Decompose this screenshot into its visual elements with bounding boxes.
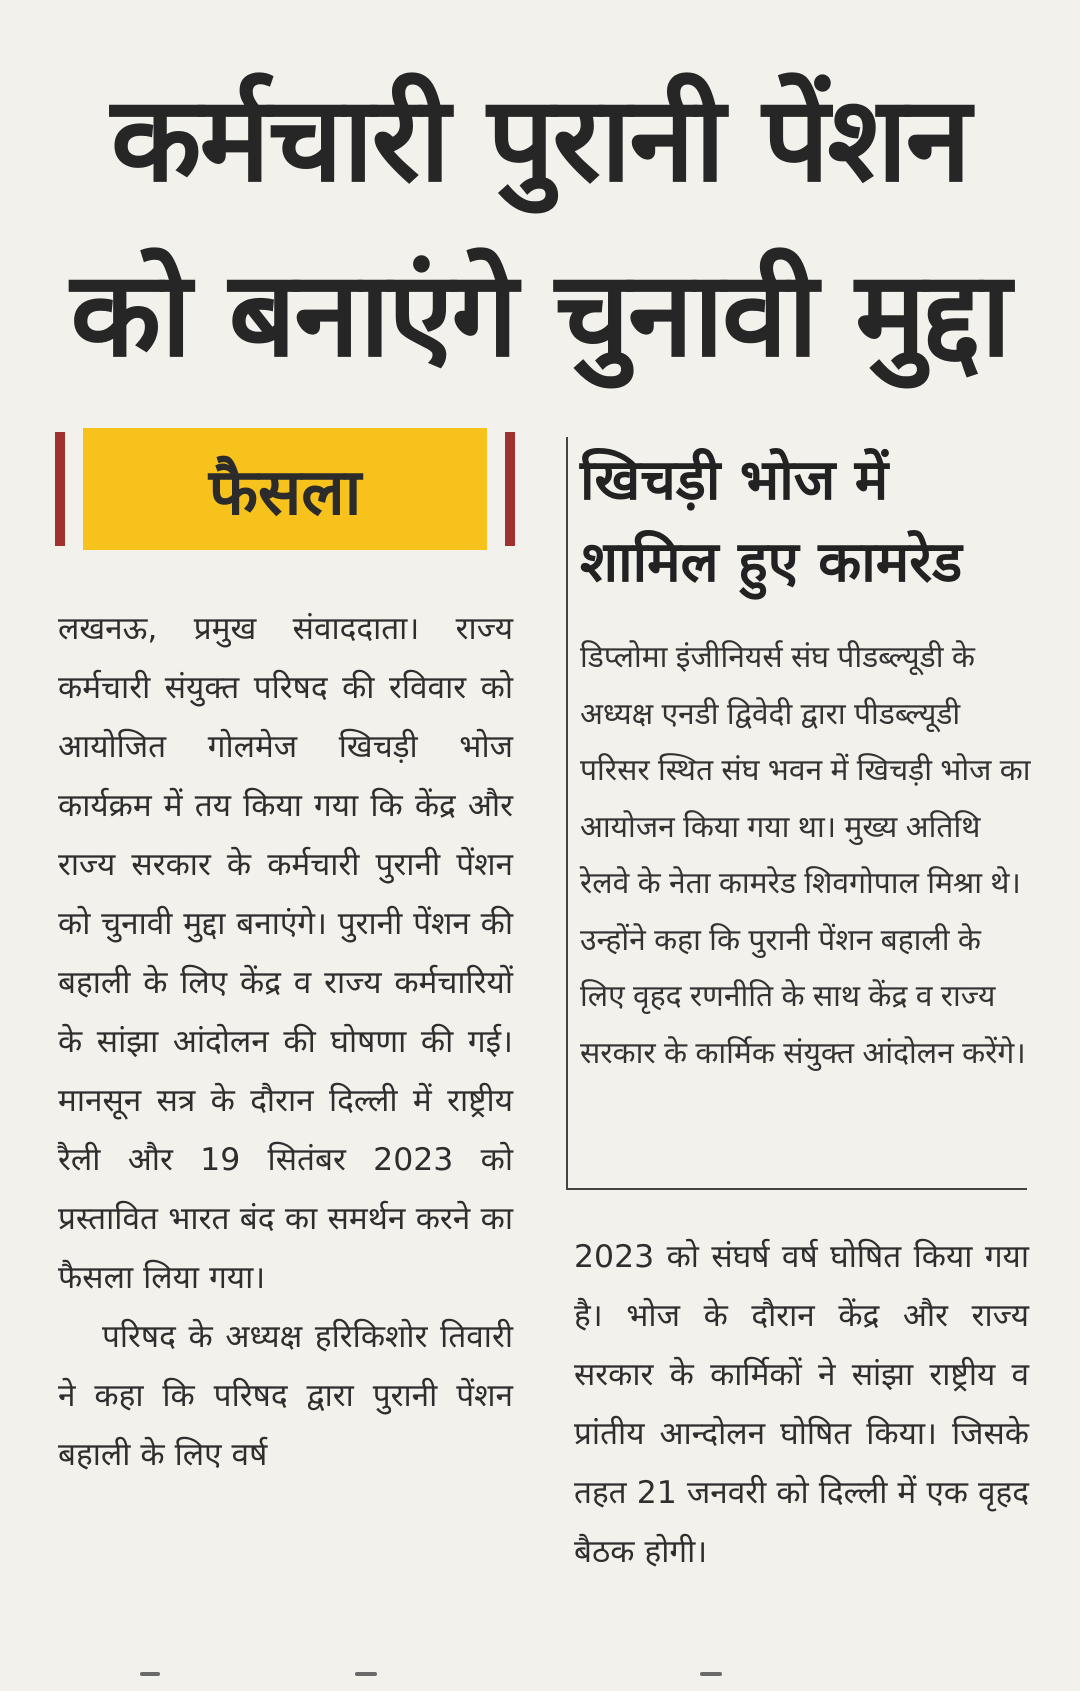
cutoff-text-mark: [700, 1672, 722, 1676]
section-label-box: [83, 428, 487, 550]
article-paragraph-1: लखनऊ, प्रमुख संवाददाता। राज्य कर्मचारी संयुक्त परिषद की रविवार को आयोजित गोलमेज खिचड़ी भोज कार्यक्रम में तय किया गया कि केंद्र और राज्य सरकार के कर्मचारी पुरानी पेंशन को चुनावी मुद्दा बनाएंगे। पुरानी पेंशन की बहाली के लिए केंद्र व राज्य कर्मचारियों के सांझा आंदोलन की घोषणा की गई। मानसून सत्र के दौरान दिल्ली में राष्ट्रीय रैली और 19 सितंबर 2023 को प्रस्तावित भारत बंद का समर्थन करने का फैसला लिया गया।: [58, 611, 513, 1296]
article-left-column: [58, 600, 513, 1485]
sidebar-paragraph: डिप्लोमा इंजीनियर्स संघ पीडब्ल्यूडी के अध्यक्ष एनडी द्विवेदी द्वारा पीडब्ल्यूडी परिसर स्थित संघ भवन में खिचड़ी भोज का आयोजन किया गया था। मुख्य अतिथि रेलवे के नेता कामरेड शिवगोपाल मिश्रा थे। उन्होंने कहा कि पुरानी पेंशन बहाली के लिए वृहद रणनीति के साथ केंद्र व राज्य सरकार के कार्मिक संयुक्त आंदोलन करेंगे।: [580, 641, 1031, 1070]
sidebar-headline-line-1: खिचड़ी भोज में: [580, 448, 889, 513]
label-right-bar: [505, 432, 515, 546]
article-right-column: [574, 1228, 1029, 1582]
headline-line-2: को बनाएंगे चुनावी मुद्दा: [70, 245, 1010, 383]
headline-line-1: कर्मचारी पुरानी पेंशन: [110, 70, 970, 208]
sidebar-body: [580, 630, 1032, 1082]
sidebar-vertical-rule: [566, 437, 568, 1190]
page-bottom-edge: [0, 1655, 1080, 1691]
sidebar-headline-line-2: शामिल हुए कामरेड: [580, 530, 963, 595]
section-label: [55, 428, 515, 550]
cutoff-text-mark: [355, 1672, 377, 1676]
article-paragraph-3: 2023 को संघर्ष वर्ष घोषित किया गया है। भोज के दौरान केंद्र और राज्य सरकार के कार्मिकों ने सांझा राष्ट्रीय व प्रांतीय आन्दोलन घोषित किया। जिसके तहत 21 जनवरी को दिल्ली में एक वृहद बैठक होगी।: [574, 1239, 1029, 1570]
sidebar-horizontal-rule: [567, 1188, 1027, 1190]
article-paragraph-2: परिषद के अध्यक्ष हरिकिशोर तिवारी ने कहा कि परिषद द्वारा पुरानी पेंशन बहाली के लिए वर्ष: [58, 1319, 513, 1473]
sidebar-headline: [580, 440, 1040, 604]
section-label-text: फैसला: [208, 455, 362, 530]
cutoff-text-mark: [140, 1672, 160, 1676]
label-left-bar: [55, 432, 65, 546]
